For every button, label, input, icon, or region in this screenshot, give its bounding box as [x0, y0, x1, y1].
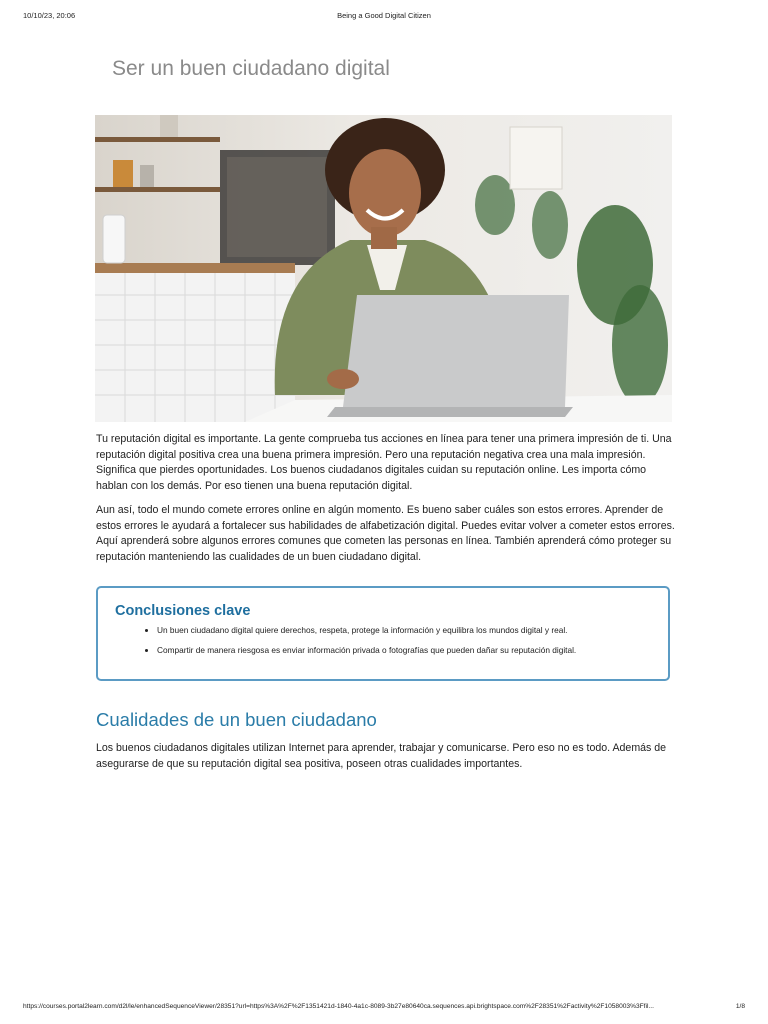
key-takeaways-list [142, 624, 667, 664]
print-document-title: Being a Good Digital Citizen [337, 11, 431, 20]
page-number: 1/8 [735, 1003, 745, 1010]
print-timestamp: 10/10/23, 20:06 [23, 11, 76, 20]
page-title: Ser un buen ciudadano digital [112, 57, 390, 80]
list-item: • Compartir de manera riesgosa es enviar información privada o fotografías que pueden dañar su reputación digital. [157, 644, 667, 656]
section-heading: Cualidades de un buen ciudadano [96, 709, 377, 730]
print-footer [23, 1003, 745, 1015]
hero-image [95, 115, 672, 422]
key-takeaways-box [96, 586, 670, 681]
print-footer-url: https://courses.portal2learn.com/d2l/le/enhancedSequenceViewer/28351?url=https%3A%2F%2F1351421d-1840-4a1c-8089-3b27e80640ca.sequences.api.brightspace.com%2F28351%2Factivity%2F1058003%3Ffil... [23, 1003, 654, 1010]
woman-laptop-illustration [95, 115, 672, 422]
intro-paragraph-2: Aun así, todo el mundo comete errores online en algún momento. Es bueno saber cuáles son estos errores. Aprender de estos errores le ayudará a fortalecer sus habilidades de alfabetización digital. Puedes evitar volver a cometer estos errores. Aquí aprenderá sobre algunos errores comunes que cometen las personas en línea. También aprenderá cómo proteger su reputación manteniendo las cualidades de un buen ciudadano digital. [96, 504, 675, 563]
print-header [23, 11, 745, 23]
list-item: • Un buen ciudadano digital quiere derechos, respeta, protege la información y equilibra los mundos digital y real. [157, 624, 667, 636]
intro-paragraph-1: Tu reputación digital es importante. La gente comprueba tus acciones en línea para tener una primera impresión de ti. Una reputación digital positiva crea una buena primera impresión. Pero una reputación negativa crea una mala impresión. Significa que pierdes oportunidades. Los buenos ciudadanos digitales cuidan su reputación online. Les importa cómo hablan con los demás. Por eso tienen una buena reputación digital. [96, 433, 672, 492]
section-paragraph: Los buenos ciudadanos digitales utilizan Internet para aprender, trabajar y comunicarse. Pero eso no es todo. Además de asegurarse de que su reputación digital sea positiva, poseen otras cualidades importantes. [96, 742, 667, 770]
key-takeaways-heading: Conclusiones clave [115, 603, 251, 619]
